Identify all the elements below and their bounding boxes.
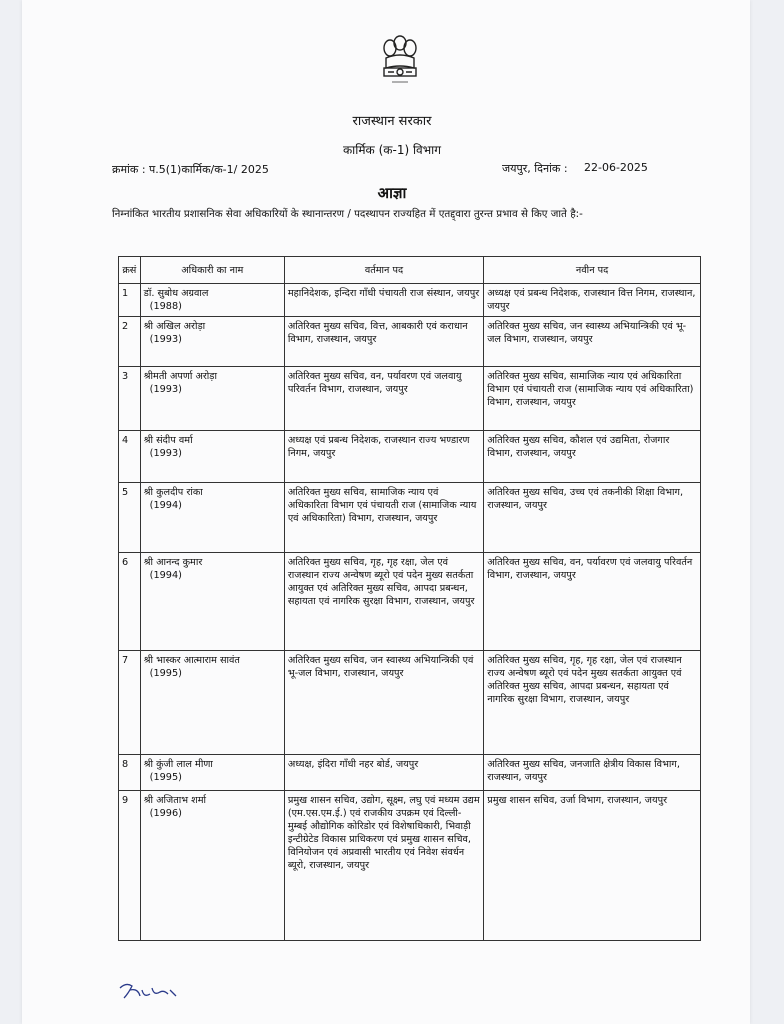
new-post: अतिरिक्त मुख्य सचिव, उच्च एवं तकनीकी शिक्षा विभाग, राजस्थान, जयपुर xyxy=(484,483,701,553)
new-post: अतिरिक्त मुख्य सचिव, जनजाति क्षेत्रीय विकास विभाग, राजस्थान, जयपुर xyxy=(484,755,701,791)
officer-cell xyxy=(140,651,284,755)
current-post: अतिरिक्त मुख्य सचिव, जन स्वास्थ्य अभियान्त्रिकी एवं भू-जल विभाग, राजस्थान, जयपुर xyxy=(284,651,483,755)
header-new-post: नवीन पद xyxy=(484,257,701,284)
header-serial: क्रसं xyxy=(119,257,141,284)
new-post: अतिरिक्त मुख्य सचिव, जन स्वास्थ्य अभियान्त्रिकी एवं भू-जल विभाग, राजस्थान, जयपुर xyxy=(484,317,701,367)
current-post: प्रमुख शासन सचिव, उद्योग, सूक्ष्म, लघु एवं मध्यम उद्यम (एम.एस.एम.ई.) एवं राजकीय उपक्रम एवं दिल्ली-मुम्बई औद्योगिक कोरिडोर एवं विशेषाधिकारी, भिवाड़ी इन्टीग्रेटेड विकास प्राधिकरण एवं प्रमुख शासन सचिव, विनियोजन एवं अप्रवासी भारतीय एवं निवेश संवर्धन ब्यूरो, राजस्थान, जयपुर xyxy=(284,791,483,941)
government-title: राजस्थान सरकार xyxy=(352,114,432,129)
officer-name: श्री कुलदीप रांका xyxy=(143,487,203,498)
ashoka-emblem-icon xyxy=(378,30,422,92)
current-post: अतिरिक्त मुख्य सचिव, वित्त, आबकारी एवं कराधान विभाग, राजस्थान, जयपुर xyxy=(284,317,483,367)
officer-cell xyxy=(140,284,284,317)
batch-year: (1994) xyxy=(149,570,182,581)
officer-name: श्री अजिताभ शर्मा xyxy=(143,795,207,806)
current-post: अध्यक्ष एवं प्रबन्ध निदेशक, राजस्थान राज्य भण्डारण निगम, जयपुर xyxy=(284,431,483,483)
current-post: अध्यक्ष, इंदिरा गाँधी नहर बोर्ड, जयपुर xyxy=(284,755,483,791)
officer-cell xyxy=(140,553,284,651)
serial-number: 4 xyxy=(119,431,141,483)
serial-number: 6 xyxy=(119,553,141,651)
officer-cell xyxy=(140,367,284,431)
new-post: अतिरिक्त मुख्य सचिव, कौशल एवं उद्यमिता, रोजगार विभाग, राजस्थान, जयपुर xyxy=(484,431,701,483)
transfer-table xyxy=(118,256,701,941)
serial-number: 8 xyxy=(119,755,141,791)
current-post: महानिदेशक, इन्दिरा गाँधी पंचायती राज संस्थान, जयपुर xyxy=(284,284,483,317)
batch-year: (1995) xyxy=(149,772,182,783)
batch-year: (1993) xyxy=(149,334,182,345)
new-post: अतिरिक्त मुख्य सचिव, गृह, गृह रक्षा, जेल एवं राजस्थान राज्य अन्वेषण ब्यूरो एवं पदेन मुख्य सतर्कता आयुक्त एवं अतिरिक्त मुख्य सचिव, आपदा प्रबन्धन, सहायता एवं नागरिक सुरक्षा विभाग, राजस्थान, जयपुर xyxy=(484,651,701,755)
new-post: अतिरिक्त मुख्य सचिव, वन, पर्यावरण एवं जलवायु परिवर्तन विभाग, राजस्थान, जयपुर xyxy=(484,553,701,651)
table-row xyxy=(119,367,701,431)
order-title: आज्ञा xyxy=(377,184,407,202)
batch-year: (1994) xyxy=(149,500,182,511)
officer-name: डॉ. सुबोध अग्रवाल xyxy=(143,288,209,299)
officer-name: श्री भास्कर आत्माराम सावंत xyxy=(143,655,240,666)
serial-number: 1 xyxy=(119,284,141,317)
current-post: अतिरिक्त मुख्य सचिव, गृह, गृह रक्षा, जेल एवं राजस्थान राज्य अन्वेषण ब्यूरो एवं पदेन मुख्य सतर्कता आयुक्त एवं अतिरिक्त मुख्य सचिव, आपदा प्रबन्धन, सहायता एवं नागरिक सुरक्षा विभाग, राजस्थान, जयपुर xyxy=(284,553,483,651)
officer-name: श्री कुंजी लाल मीणा xyxy=(143,759,213,770)
department-title: कार्मिक (क-1) विभाग xyxy=(342,143,442,157)
table-row xyxy=(119,755,701,791)
serial-number: 7 xyxy=(119,651,141,755)
table-row xyxy=(119,553,701,651)
serial-number: 2 xyxy=(119,317,141,367)
reference-number: क्रमांक : प.5(1)कार्मिक/क-1/ 2025 xyxy=(112,163,269,176)
current-post: अतिरिक्त मुख्य सचिव, सामाजिक न्याय एवं अधिकारिता विभाग एवं पंचायती राज (सामाजिक न्याय एवं अधिकारिता) विभाग, राजस्थान, जयपुर xyxy=(284,483,483,553)
new-post: अतिरिक्त मुख्य सचिव, सामाजिक न्याय एवं अधिकारिता विभाग एवं पंचायती राज (सामाजिक न्याय एवं अधिकारिता) विभाग, राजस्थान, जयपुर xyxy=(484,367,701,431)
batch-year: (1988) xyxy=(149,301,182,312)
order-intro: निम्नांकित भारतीय प्रशासनिक सेवा अधिकारियों के स्थानान्तरण / पदस्थापन राज्यहित में एतद्द्वारा तुरन्त प्रभाव से किए जाते है:- xyxy=(112,208,583,220)
table-row xyxy=(119,651,701,755)
new-post: अध्यक्ष एवं प्रबन्ध निदेशक, राजस्थान वित्त निगम, राजस्थान, जयपुर xyxy=(484,284,701,317)
serial-number: 5 xyxy=(119,483,141,553)
serial-number: 3 xyxy=(119,367,141,431)
order-date: 22-06-2025 xyxy=(584,161,648,174)
officer-cell xyxy=(140,791,284,941)
officer-name: श्रीमती अपर्णा अरोड़ा xyxy=(143,371,218,382)
officer-cell xyxy=(140,431,284,483)
header-current-post: वर्तमान पद xyxy=(284,257,483,284)
officer-name: श्री अखिल अरोड़ा xyxy=(143,321,206,332)
batch-year: (1993) xyxy=(149,384,182,395)
table-header-row xyxy=(119,257,701,284)
serial-number: 9 xyxy=(119,791,141,941)
officer-cell xyxy=(140,755,284,791)
officer-name: श्री संदीप वर्मा xyxy=(143,435,193,446)
current-post: अतिरिक्त मुख्य सचिव, वन, पर्यावरण एवं जलवायु परिवर्तन विभाग, राजस्थान, जयपुर xyxy=(284,367,483,431)
table-row xyxy=(119,791,701,941)
table-row xyxy=(119,431,701,483)
batch-year: (1993) xyxy=(149,448,182,459)
header-officer-name: अधिकारी का नाम xyxy=(140,257,284,284)
officer-name: श्री आनन्द कुमार xyxy=(143,557,203,568)
batch-year: (1996) xyxy=(149,808,182,819)
handwritten-signature xyxy=(116,980,186,1004)
officer-cell xyxy=(140,317,284,367)
officer-cell xyxy=(140,483,284,553)
place-label: जयपुर, दिनांक : xyxy=(502,162,568,175)
batch-year: (1995) xyxy=(149,668,182,679)
table-row xyxy=(119,483,701,553)
table-row xyxy=(119,284,701,317)
new-post: प्रमुख शासन सचिव, उर्जा विभाग, राजस्थान, जयपुर xyxy=(484,791,701,941)
table-row xyxy=(119,317,701,367)
